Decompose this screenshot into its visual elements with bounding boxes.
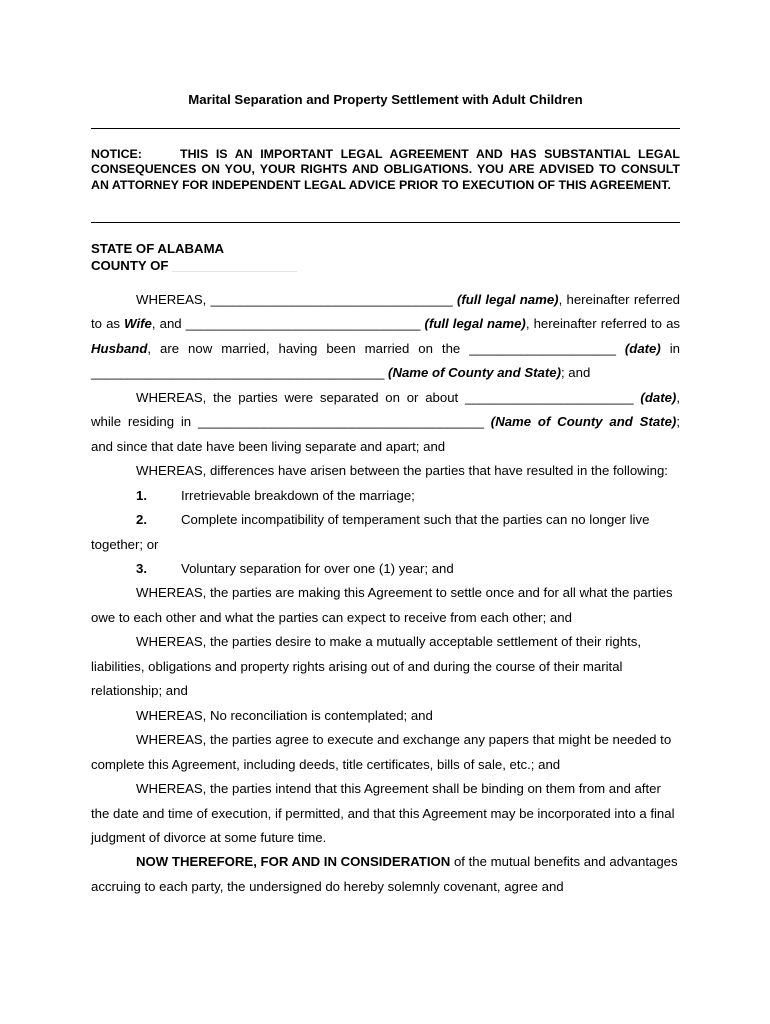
whereas-settlement-paragraph: WHEREAS, the parties desire to make a mutually acceptable settlement of their rights, liabilities, obligations and property rights arising out of and during the course of their marital relationship; and: [91, 634, 642, 699]
list-item: [91, 557, 680, 581]
text-run: in: [660, 340, 681, 356]
whereas-settle-paragraph: WHEREAS, the parties are making this Agreement to settle once and for all what the parties owe to each other and what the parties can expect to receive from each other; and: [91, 585, 673, 625]
list-item: [91, 508, 680, 557]
text-run: , hereinafter referred to as: [91, 292, 681, 332]
husband-name-blank: ________________________________: [185, 316, 421, 332]
notice-divider: [91, 222, 680, 223]
marriage-date-blank: ____________________: [469, 340, 616, 356]
list-text: Irretrievable breakdown of the marriage;: [181, 487, 415, 503]
list-text: Voluntary separation for over one (1) year; and: [181, 560, 454, 576]
list-number: 2.: [136, 512, 147, 528]
separation-date-blank: _______________________: [464, 389, 634, 405]
wife-term: Wife: [124, 316, 152, 332]
residence-blank: _______________________________________: [197, 414, 484, 430]
field-label: (Name of County and State): [490, 414, 677, 430]
county-label: COUNTY OF: [91, 258, 173, 273]
field-label: (full legal name): [456, 292, 559, 307]
wife-name-blank: _________________________________: [210, 292, 453, 307]
whereas-papers-paragraph: WHEREAS, the parties agree to execute and exchange any papers that might be needed to complete this Agreement, including deeds, title certificates, bills of sale, etc.; and: [91, 732, 672, 772]
text-run: of the mutual benefits and advantages accruing to each party, the undersigned do hereby solemnly covenant, agree and: [91, 854, 678, 894]
field-label: (date): [624, 340, 661, 356]
text-run: , hereinafter referred to as: [525, 316, 681, 332]
whereas-binding-paragraph: WHEREAS, the parties intend that this Agreement shall be binding on them from and after the date and time of execution, if permitted, and that this Agreement may be incorporated into a final judgment of divorce at some future time.: [91, 781, 675, 845]
list-number: 3.: [136, 560, 147, 576]
county-heading: [91, 258, 297, 273]
whereas-parties-paragraph: [91, 288, 680, 386]
field-label: (full legal name): [424, 316, 526, 332]
list-text: Complete incompatibility of temperament such that the parties can no longer live together; or: [91, 512, 650, 552]
husband-term: Husband: [91, 340, 148, 356]
document-title: Marital Separation and Property Settlement with Adult Children: [188, 92, 583, 107]
whereas-reconciliation-paragraph: WHEREAS, No reconciliation is contemplated; and: [136, 707, 433, 723]
notice-text: THIS IS AN IMPORTANT LEGAL AGREEMENT AND HAS SUBSTANTIAL LEGAL CONSEQUENCES ON YOU, YOUR RIGHTS AND OBLIGATIONS. YOU ARE ADVISED TO CONSULT AN ATTORNEY FOR INDEPENDENT LEGAL ADVICE PRIOR TO EXECUTION OF THIS AGREEMENT.: [91, 147, 680, 192]
now-therefore-paragraph: [91, 850, 680, 899]
notice-block: [91, 147, 680, 193]
now-therefore-heading: NOW THEREFORE, FOR AND IN CONSIDERATION: [136, 854, 451, 870]
whereas-differences-paragraph: WHEREAS, differences have arisen between the parties that have resulted in the following:: [136, 463, 668, 479]
list-number: 1.: [136, 487, 147, 503]
text-run: , while residing in: [91, 389, 680, 430]
text-run: WHEREAS,: [136, 292, 211, 307]
county-blank: _________________: [172, 258, 297, 273]
field-label: (date): [640, 389, 677, 405]
text-run: WHEREAS, the parties were separated on or about: [136, 389, 465, 405]
list-item: [91, 484, 680, 508]
state-heading: STATE OF ALABAMA: [91, 241, 225, 256]
text-run: ; and since that date have been living separate and apart; and: [91, 414, 680, 454]
field-label: (Name of County and State): [388, 365, 561, 381]
text-run: , are now married, having been married on the: [147, 340, 470, 356]
agreement-body: [91, 288, 680, 899]
text-run: , and: [151, 316, 186, 332]
text-run: ; and: [560, 365, 591, 381]
marriage-place-blank: ________________________________________: [91, 365, 385, 381]
whereas-separation-paragraph: [91, 386, 680, 459]
top-divider: [91, 128, 680, 129]
notice-label: NOTICE:: [91, 147, 142, 161]
